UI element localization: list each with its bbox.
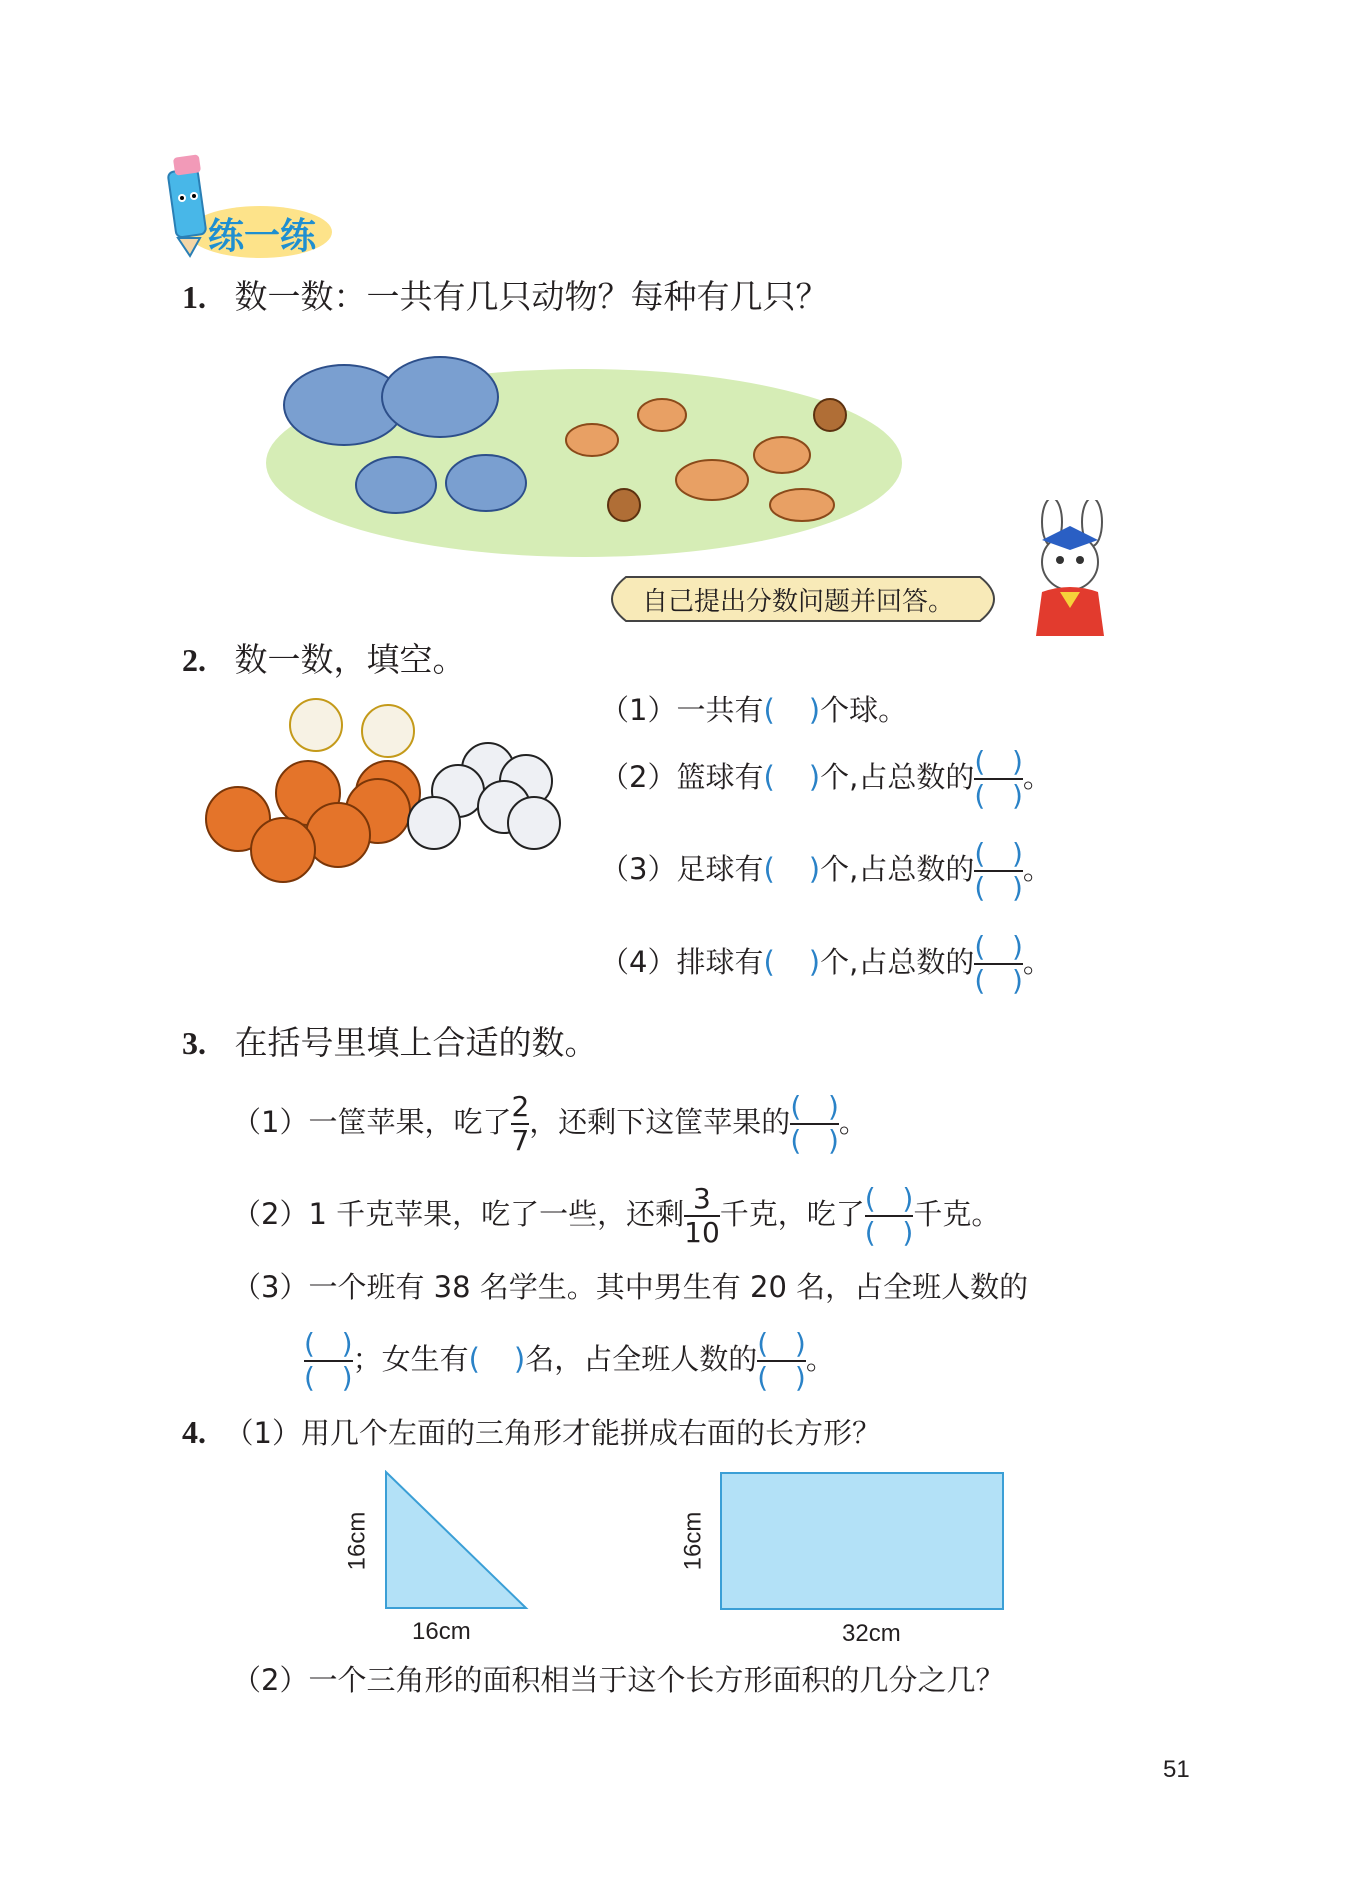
q3-item-2: （2）1 千克苹果，吃了一些，还剩 $\frac{3}{10}$ 千克，吃了 $\frac{( )}{( )}$ 千克。 <box>232 1182 1001 1249</box>
rectangle-height-label: 16cm <box>679 1511 707 1571</box>
fraction-blank[interactable]: $\frac{( )}{( )}$ <box>790 1090 839 1157</box>
question-number: 4. <box>182 1414 206 1450</box>
rabbit-mascot-icon <box>1012 500 1124 640</box>
rectangle-base-label: 32cm <box>842 1620 901 1647</box>
rectangle-shape <box>720 1472 1006 1612</box>
section-header <box>140 150 340 260</box>
question-text: 数一数：一共有几只动物？每种有几只？ <box>234 277 829 316</box>
question-2 <box>182 640 466 680</box>
fraction-blank[interactable]: $\frac{( )}{( )}$ <box>304 1327 353 1394</box>
q3-item-3-line2: $\frac{( )}{( )}$ ；女生有( )名，占全班人数的 $\frac{( )}{( )}$ 。 <box>304 1327 835 1394</box>
fraction-blank[interactable]: $\frac{( )}{( )}$ <box>757 1327 806 1394</box>
question-number: 3. <box>182 1025 206 1061</box>
soccer-ball-icon <box>408 743 560 849</box>
volleyball-icon <box>290 699 414 757</box>
animals-illustration <box>262 345 907 560</box>
question-1 <box>182 277 829 317</box>
q2-item-4: （4）排球有( )个,占总数的 $\frac{( )}{( )}$ 。 <box>600 930 1052 997</box>
basketball-icon <box>206 761 420 882</box>
fraction-blank[interactable]: $\frac{( )}{( )}$ <box>974 745 1023 812</box>
question-text: 在括号里填上合适的数。 <box>234 1023 598 1062</box>
fraction-blank[interactable]: $\frac{( )}{( )}$ <box>864 1182 914 1249</box>
q3-item-3-line1: （3）一个班有 38 名学生。其中男生有 20 名，占全班人数的 <box>232 1270 1029 1304</box>
balls-illustration <box>188 695 568 895</box>
q2-item-2: （2）篮球有( )个,占总数的 $\frac{( )}{( )}$ 。 <box>600 745 1052 812</box>
question-3 <box>182 1023 598 1063</box>
question-text: （1）用几个左面的三角形才能拼成右面的长方形？ <box>224 1416 881 1450</box>
triangle-height-label: 16cm <box>343 1511 371 1571</box>
section-title: 练一练 <box>208 216 317 257</box>
speech-bubble <box>600 573 1012 625</box>
question-4 <box>182 1412 881 1453</box>
triangle-base-label: 16cm <box>412 1618 471 1645</box>
question-text: 数一数，填空。 <box>234 640 466 679</box>
q3-item-1: （1）一筐苹果，吃了 $\frac{2}{7}$ ，还剩下这筐苹果的 $\frac{( )}{( )}$ 。 <box>232 1090 868 1157</box>
fraction-blank[interactable]: $\frac{( )}{( )}$ <box>974 837 1023 904</box>
q2-item-3: （3）足球有( )个,占总数的 $\frac{( )}{( )}$ 。 <box>600 837 1052 904</box>
fraction: $\frac{2}{7}$ <box>511 1090 530 1157</box>
question-number: 2. <box>182 642 206 678</box>
q4-item-2: （2）一个三角形的面积相当于这个长方形面积的几分之几？ <box>232 1663 1005 1697</box>
triangle-shape <box>384 1470 530 1610</box>
question-number: 1. <box>182 279 206 315</box>
fraction-blank[interactable]: $\frac{( )}{( )}$ <box>974 930 1023 997</box>
page-number: 51 <box>1163 1756 1190 1783</box>
speech-text: 自己提出分数问题并回答。 <box>642 587 955 617</box>
fraction: $\frac{3}{10}$ <box>684 1182 720 1249</box>
q2-item-1: （1）一共有( )个球。 <box>600 693 908 727</box>
